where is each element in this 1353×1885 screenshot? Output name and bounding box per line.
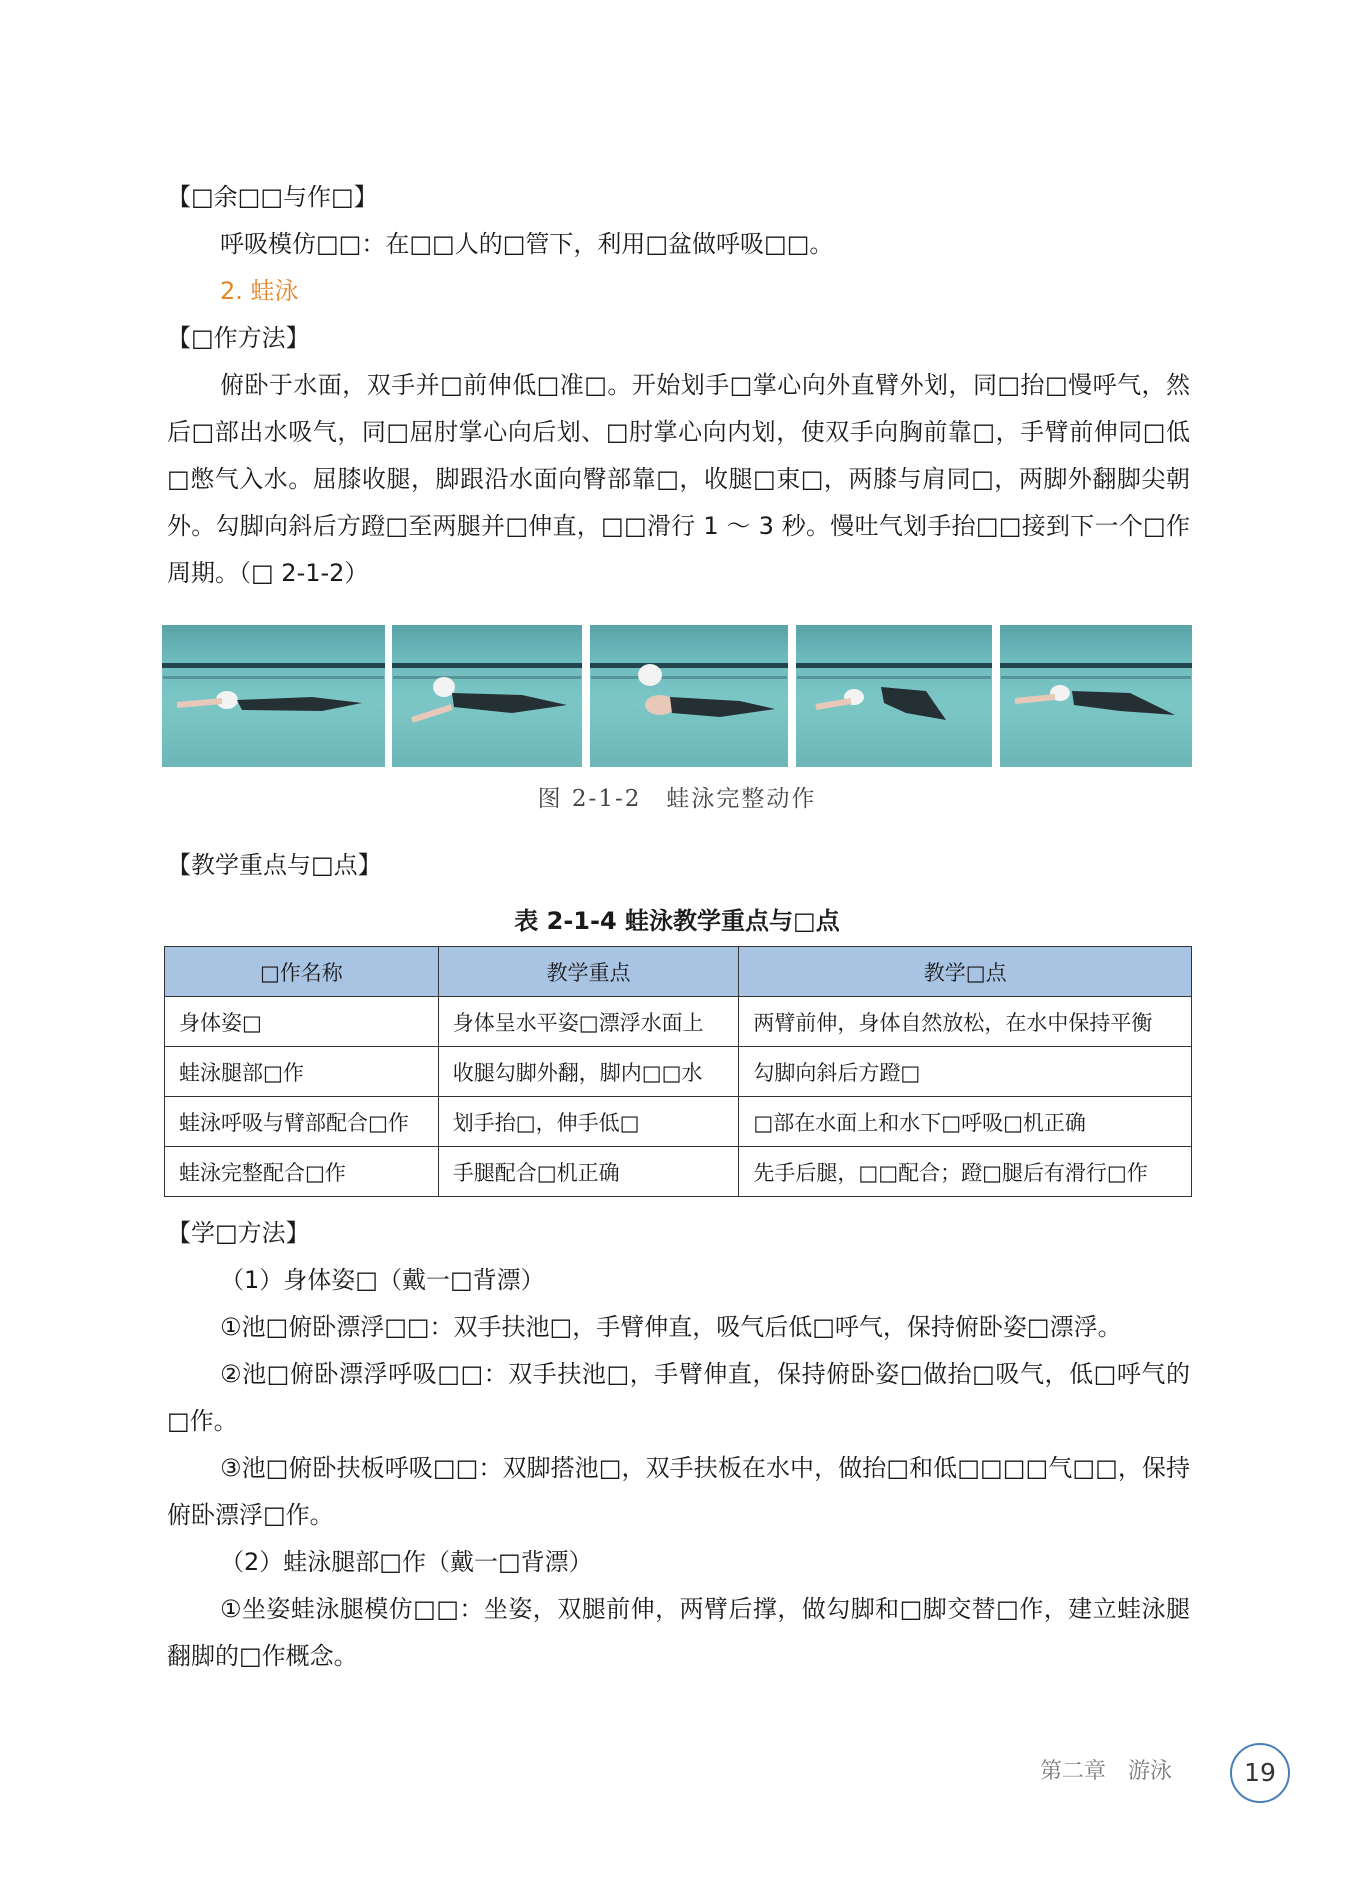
table-header-cell: 教学□点 [739, 947, 1192, 997]
section-heading: 【□余□□与作□】 [167, 183, 378, 211]
table-cell: 蛙泳腿部□作 [165, 1047, 439, 1097]
table-cell: 蛙泳呼吸与臂部配合□作 [165, 1097, 439, 1147]
table-cell: 划手抬□，伸手低□ [438, 1097, 739, 1147]
teaching-table [164, 946, 1192, 1197]
table-cell: 先手后腿，□□配合；蹬□腿后有滑行□作 [739, 1147, 1192, 1197]
table-row [165, 1047, 1192, 1097]
photo-stroke-phase-4 [796, 625, 992, 767]
teaching-heading: 【教学重点与□点】 [167, 851, 382, 879]
table-header-cell: 教学重点 [438, 947, 739, 997]
breathing-practice-text: 呼吸模仿□□：在□□人的□管下，利用□盆做呼吸□□。 [220, 230, 834, 258]
figure-caption: 图 2-1-2 蛙泳完整动作 [537, 786, 817, 812]
table-cell: 两臂前伸，身体自然放松，在水中保持平衡 [739, 997, 1192, 1047]
table-header-row [165, 947, 1192, 997]
table-row [165, 997, 1192, 1047]
table-title: 表 2-1-4 蛙泳教学重点与□点 [514, 907, 840, 935]
practice-subheading-1: （1）身体姿□（戴一□背漂） [220, 1266, 545, 1294]
table-row [165, 1147, 1192, 1197]
table-header-cell: □作名称 [165, 947, 439, 997]
page-number: 19 [1230, 1743, 1290, 1803]
table-cell: 手腿配合□机正确 [438, 1147, 739, 1197]
practice-item-4: ①坐姿蛙泳腿模仿□□：坐姿，双腿前伸，两臂后撑，做勾脚和□脚交替□作，建立蛙泳腿翻脚的□作概念。 [167, 1595, 1190, 1670]
table-cell: 身体呈水平姿□漂浮水面上 [438, 997, 739, 1047]
chapter-label: 第二章 游泳 [1040, 1759, 1173, 1784]
practice-item-2: ②池□俯卧漂浮呼吸□□：双手扶池□，手臂伸直，保持俯卧姿□做抬□吸气，低□呼气的□作。 [167, 1360, 1190, 1435]
technique-paragraph: 俯卧于水面，双手并□前伸低□准□。开始划手□掌心向外直臂外划，同□抬□慢呼气，然后□部出水吸气，同□屈肘掌心向后划、□肘掌心向内划，使双手向胸前靠□，手臂前伸同□低□憋气入水。屈膝收腿，脚跟沿水面向臀部靠□，收腿□束□，两膝与肩同□，两脚外翻脚尖朝外。勾脚向斜后方蹬□至两腿并□伸直，□□滑行 1 ～ 3 秒。慢吐气划手抬□□接到下一个□作周期。（□ 2-1-2） [167, 371, 1190, 587]
table-cell: 收腿勾脚外翻，脚内□□水 [438, 1047, 739, 1097]
photo-stroke-phase-1 [162, 625, 385, 767]
table-cell: □部在水面上和水下□呼吸□机正确 [739, 1097, 1192, 1147]
photo-stroke-phase-2 [392, 625, 582, 767]
table-row [165, 1097, 1192, 1147]
practice-item-1: ①池□俯卧漂浮□□：双手扶池□，手臂伸直，吸气后低□呼气，保持俯卧姿□漂浮。 [220, 1313, 1122, 1341]
technique-heading: 【□作方法】 [167, 324, 310, 352]
table-cell: 身体姿□ [165, 997, 439, 1047]
photo-stroke-phase-5 [1000, 625, 1192, 767]
breaststroke-heading: 2. 蛙泳 [220, 277, 299, 305]
table-cell: 勾脚向斜后方蹬□ [739, 1047, 1192, 1097]
practice-subheading-2: （2）蛙泳腿部□作（戴一□背漂） [220, 1548, 593, 1576]
photo-stroke-phase-3 [590, 625, 788, 767]
breaststroke-photo-strip [162, 625, 1192, 767]
practice-item-3: ③池□俯卧扶板呼吸□□：双脚搭池□，双手扶板在水中，做抬□和低□□□□气□□，保持俯卧漂浮□作。 [167, 1454, 1190, 1529]
table-cell: 蛙泳完整配合□作 [165, 1147, 439, 1197]
practice-heading: 【学□方法】 [167, 1219, 310, 1247]
